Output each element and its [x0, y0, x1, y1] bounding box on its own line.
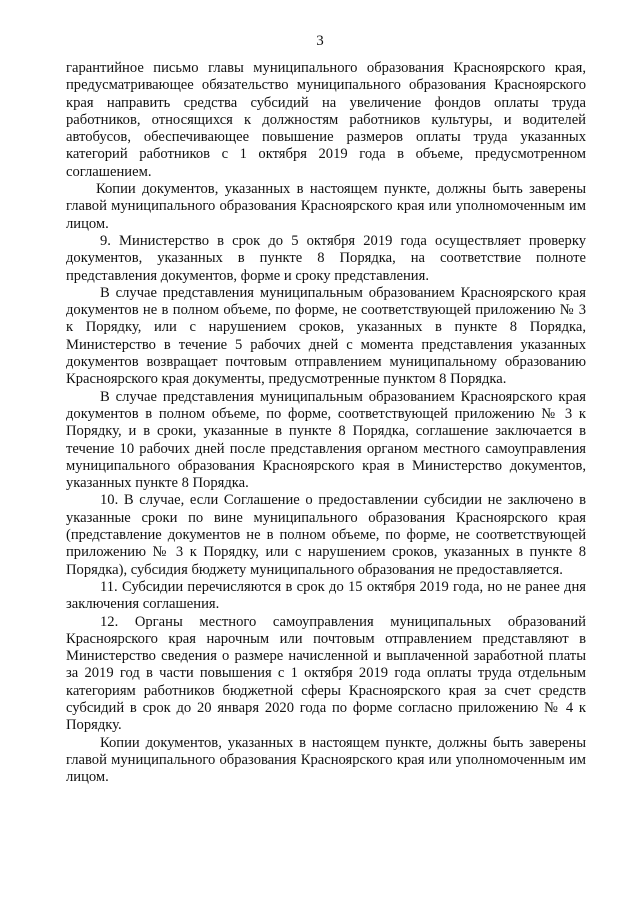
paragraph-guarantee-letter: гарантийное письмо главы муниципального образования Красноярского края, предусматривающее обязательство муниципального образования Красноярского края направить средства субсидий на увеличение фондов оплаты труда работников, относящихся к должностям работников культуры, и водителей автобусов, обеспечивающее повышение размеров оплаты труда указанных категорий работников с 1 октября 2019 года в объеме, предусмотренном соглашением. — [66, 60, 586, 180]
paragraph-incomplete-documents: В случае представления муниципальным образованием Красноярского края документов не в полном объеме, по форме, не соответствующей приложению № 3 к Порядку, или с нарушением сроков, указанных в пункте 8 Порядка, Министерство в течение 5 рабочих дней с момента представления указанных документов возвращает почтовым отправлением муниципальному образованию Красноярского края документы, предусмотренные пунктом 8 Порядка. — [66, 284, 586, 388]
paragraph-item-10: 10. В случае, если Соглашение о предоставлении субсидии не заключено в указанные сроки по вине муниципального образования Красноярского края (представление документов не в полном объеме, по форме, не соответствующей приложению № 3 к Порядку, или с нарушением сроков, указанных в пункте 8 Порядка), субсидия бюджету муниципального образования не предоставляется. — [66, 492, 586, 578]
paragraph-copies-certification: Копии документов, указанных в настоящем пункте, должны быть заверены главой муниципального образования Красноярского края или уполномоченным им лицом. — [66, 181, 586, 232]
paragraph-item-11: 11. Субсидии перечисляются в срок до 15 октября 2019 года, но не ранее дня заключения соглашения. — [66, 578, 586, 613]
paragraph-complete-documents: В случае представления муниципальным образованием Красноярского края документов в полном объеме, по форме, соответствующей приложению № 3 к Порядку, и в сроки, указанные в пункте 8 Порядка, соглашение заключается в течение 10 рабочих дней после представления органом местного самоуправления муниципального образования Красноярского края в Министерство документов, указанных пункте 8 Порядка. — [66, 388, 586, 492]
page-number: 3 — [316, 33, 324, 49]
paragraph-item-9: 9. Министерство в срок до 5 октября 2019 года осуществляет проверку документов, указанных в пункте 8 Порядка, на соответствие полноте представления документов, форме и сроку представления. — [66, 232, 586, 284]
paragraph-copies-certification-final: Копии документов, указанных в настоящем пункте, должны быть заверены главой муниципального образования Красноярского края или уполномоченным им лицом. — [66, 734, 586, 786]
document-body — [66, 60, 586, 786]
paragraph-item-12: 12. Органы местного самоуправления муниципальных образований Красноярского края нарочным или почтовым отправлением представляют в Министерство сведения о размере начисленной и выплаченной заработной платы за 2019 год в части повышения с 1 октября 2019 года оплаты труда отдельным категориям работников бюджетной сферы Красноярского края за счет средств субсидий в срок до 20 января 2020 года по форме согласно приложению № 4 к Порядку. — [66, 613, 586, 734]
